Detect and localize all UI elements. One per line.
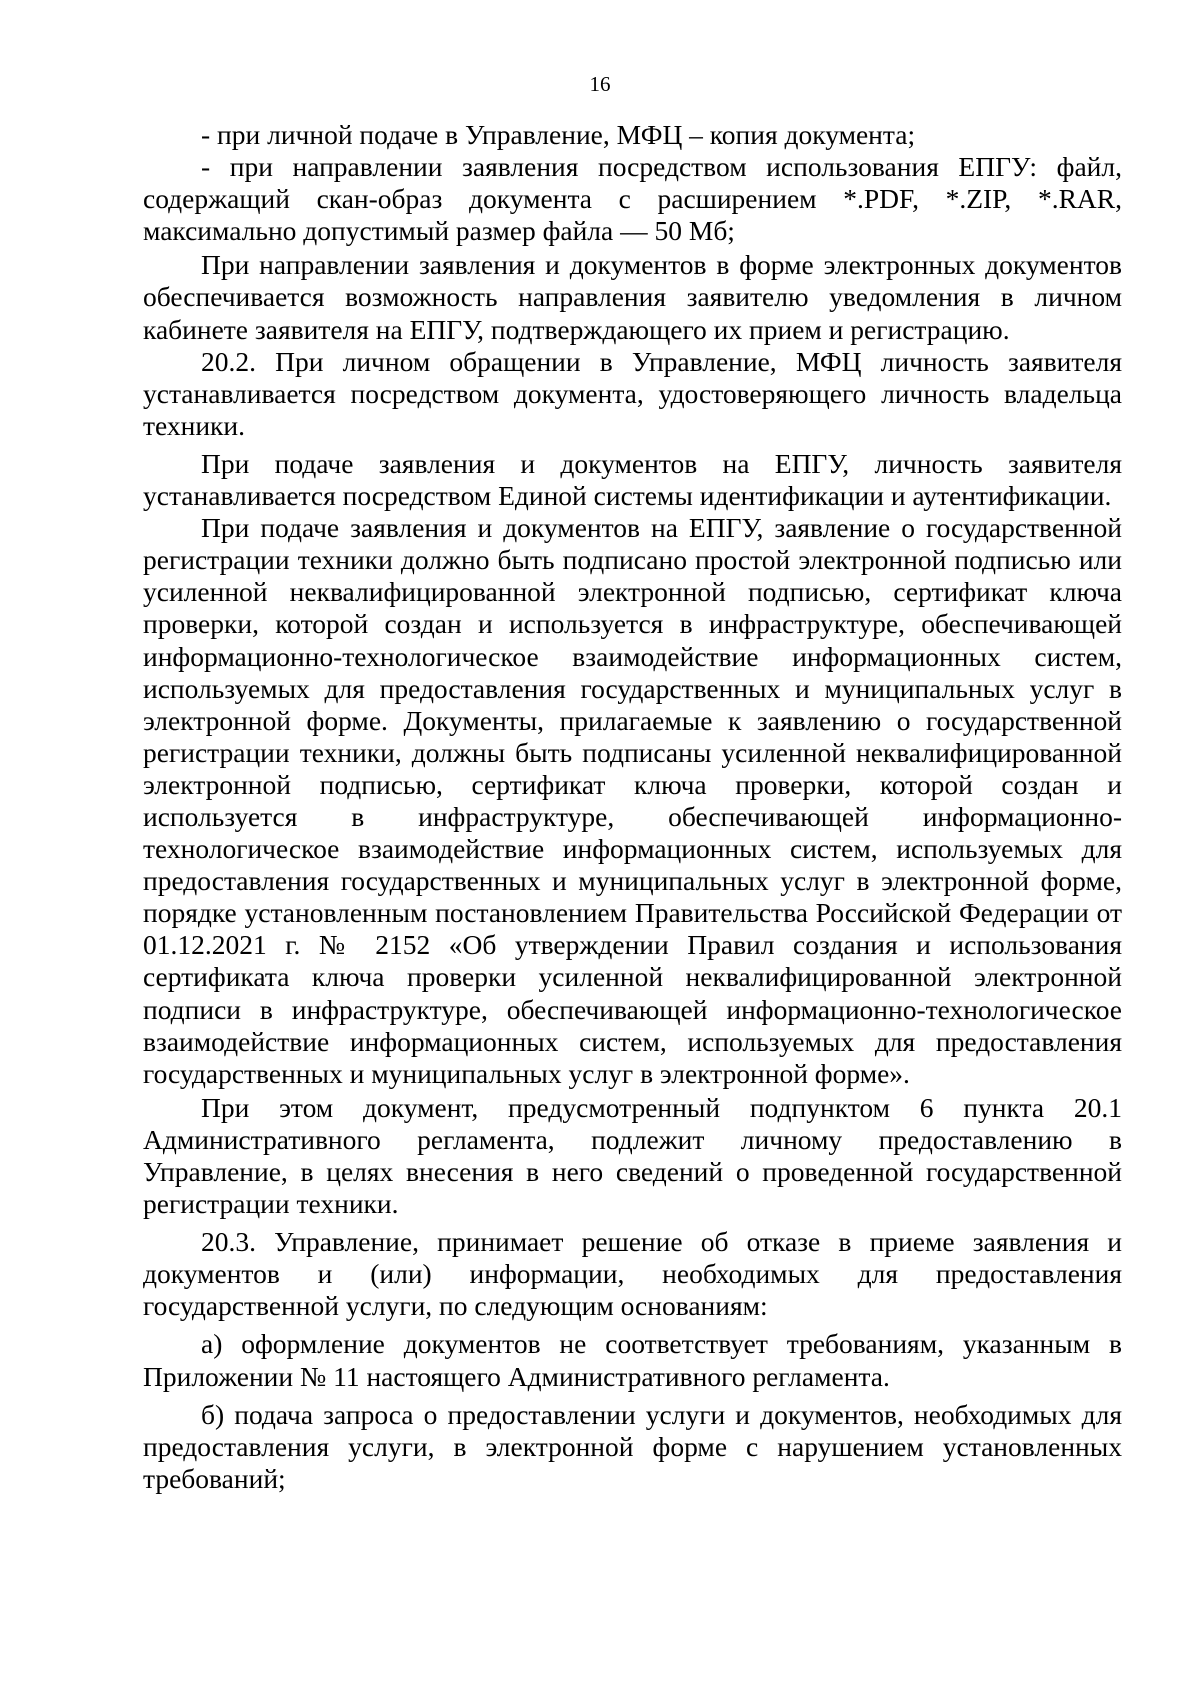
paragraph-electronic-signature: При подаче заявления и документов на ЕПГУ, заявление о государственной регистрации техники должно быть подписано простой электронной подписью или усиленной неквалифицированной электронной подписью, сертификат ключа проверки, которой создан и используется в инфраструктуре, обеспечивающей информационно-технологическое взаимодействие информационных систем, используемых для предоставления государственных и муниципальных услуг в электронной форме. Документы, прилагаемые к заявлению о государственной регистрации техники, должны быть подписаны усиленной неквалифицированной электронной подписью, сертификат ключа проверки, которой создан и используется в инфраструктуре, обеспечивающей информационно-технологическое взаимодействие информационных систем, используемых для предоставления государственных и муниципальных услуг в электронной форме, порядке установленным постановлением Правительства Российской Федерации от 01.12.2021 г. № 2152 «Об утверждении Правил создания и использования сертификата ключа проверки усиленной неквалифицированной электронной подписи в инфраструктуре, обеспечивающей информационно-технологическое взаимодействие информационных систем, используемых для предоставления государственных и муниципальных услуг в электронной форме».: [143, 512, 1122, 1089]
paragraph-epgu-file-requirements: - при направлении заявления посредством использования ЕПГУ: файл, содержащий скан-образ документа с расширением *.PDF, *.ZIP, *.RAR, максимально допустимый размер файла — 50 Мб;: [143, 151, 1122, 247]
paragraph-20-2-identity-in-person: 20.2. При личном обращении в Управление, МФЦ личность заявителя устанавливается посредством документа, удостоверяющего личность владельца техники.: [143, 345, 1122, 441]
page-number: 16: [589, 72, 611, 96]
paragraph-ground-b: б) подача запроса о предоставлении услуги и документов, необходимых для предоставления услуги, в электронной форме с нарушением установленных требований;: [143, 1398, 1122, 1494]
paragraph-identity-via-esia: При подаче заявления и документов на ЕПГУ, личность заявителя устанавливается посредством Единой системы идентификации и аутентификации.: [143, 447, 1122, 512]
paragraph-personal-document-provision: При этом документ, предусмотренный подпунктом 6 пункта 20.1 Административного регламента, подлежит личному предоставлению в Управление, в целях внесения в него сведений о проведенной государственной регистрации техники.: [143, 1091, 1122, 1220]
paragraph-20-3-refusal-grounds: 20.3. Управление, принимает решение об отказе в приеме заявления и документов и (или) информации, необходимых для предоставления государственной услуги, по следующим основаниям:: [143, 1226, 1122, 1322]
document-body: [143, 119, 1122, 1495]
paragraph-electronic-notification: При направлении заявления и документов в форме электронных документов обеспечивается возможность направления заявителю уведомления в личном кабинете заявителя на ЕПГУ, подтверждающего их прием и регистрацию.: [143, 249, 1122, 345]
paragraph-ground-a: а) оформление документов не соответствует требованиям, указанным в Приложении № 11 настоящего Административного регламента.: [143, 1328, 1122, 1392]
paragraph-personal-submission-copy: - при личной подаче в Управление, МФЦ – копия документа;: [201, 119, 916, 150]
